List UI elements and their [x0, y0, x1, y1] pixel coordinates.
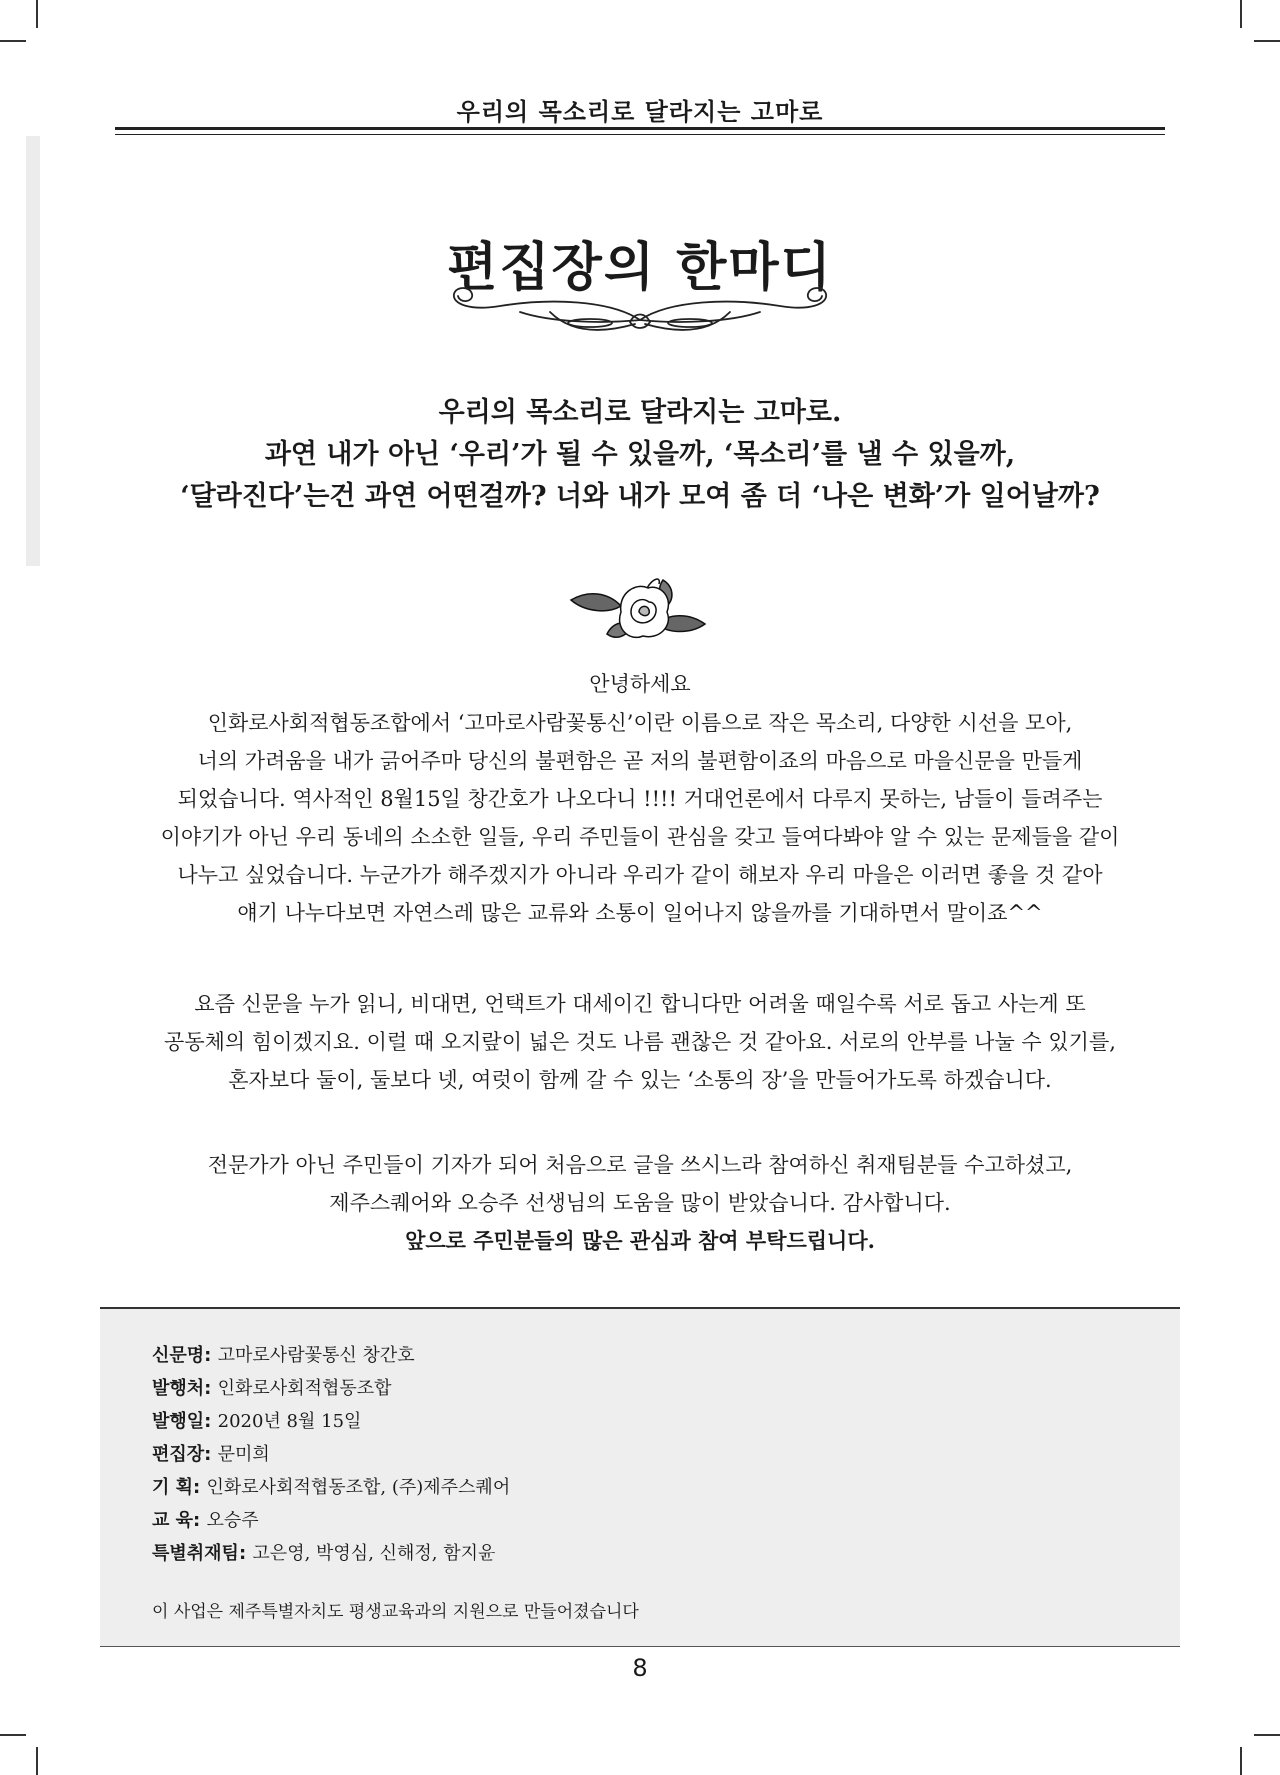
crop-mark-top-left-v	[36, 0, 38, 28]
info-row-publisher: 발행처: 인화로사회적협동조합	[152, 1378, 392, 1399]
body-line: 나누고 싶었습니다. 누군가가 해주겠지가 아니라 우리가 같이 해보자 우리 마을은 이러면 좋을 것 같아	[177, 863, 1103, 887]
crop-mark-top-right-h	[1254, 40, 1280, 42]
running-head: 우리의 목소리로 달라지는 고마로	[456, 98, 824, 126]
intro-block	[100, 392, 1180, 518]
crop-mark-bottom-right-v	[1240, 1747, 1242, 1775]
info-value: 고은영, 박영심, 신해정, 함지윤	[252, 1543, 496, 1564]
info-label: 교 육	[152, 1510, 194, 1531]
body-line: 혼자보다 둘이, 둘보다 넷, 여럿이 함께 갈 수 있는 ‘소통의 장’을 만들어가도록 하겠습니다.	[228, 1068, 1052, 1092]
info-row-newspaper: 신문명: 고마로사람꽃통신 창간호	[152, 1345, 415, 1366]
info-label: 발행처	[152, 1378, 205, 1399]
info-label: 발행일	[152, 1411, 205, 1432]
body-line: 얘기 나누다보면 자연스레 많은 교류와 소통이 일어나지 않을까를 기대하면서 말이죠^^	[237, 901, 1043, 925]
publication-info-list	[152, 1339, 510, 1570]
crop-mark-top-left-h	[0, 40, 26, 42]
rose-icon	[563, 572, 713, 652]
body-line: 요즘 신문을 누가 읽니, 비대면, 언택트가 대세이긴 합니다만 어려울 때일수록 서로 돕고 사는게 또	[194, 992, 1086, 1016]
info-label: 기 획	[152, 1477, 194, 1498]
intro-line: 우리의 목소리로 달라지는 고마로.	[438, 397, 842, 428]
paragraph-1	[110, 704, 1170, 932]
info-row-reporters: 특별취재팀: 고은영, 박영심, 신해정, 함지윤	[152, 1543, 496, 1564]
info-row-editor: 편집장: 문미희	[152, 1444, 270, 1465]
body-line: 인화로사회적협동조합에서 ‘고마로사람꽃통신’이란 이름으로 작은 목소리, 다양한 시선을 모아,	[207, 711, 1073, 735]
header-rule-thin	[115, 134, 1165, 135]
info-value: 2020년 8월 15일	[217, 1411, 362, 1432]
body-line: 공동체의 힘이겠지요. 이럴 때 오지랖이 넓은 것도 나름 괜찮은 것 같아요. 서로의 안부를 나눌 수 있기를,	[164, 1030, 1116, 1054]
publication-info-box	[100, 1307, 1180, 1647]
body-line: 너의 가려움을 내가 긁어주마 당신의 불편함은 곧 저의 불편함이죠의 마음으로 마을신문을 만들게	[197, 749, 1083, 773]
header-rule-thick	[115, 127, 1165, 130]
paragraph-2	[110, 985, 1170, 1099]
greeting: 안녕하세요	[589, 672, 691, 696]
page-side-tab	[26, 136, 40, 566]
info-value: 인화로사회적협동조합	[217, 1378, 392, 1399]
info-value: 오승주	[206, 1510, 259, 1531]
closing-line: 앞으로 주민분들의 많은 관심과 참여 부탁드립니다.	[405, 1228, 875, 1253]
page-number: 8	[632, 1654, 648, 1682]
info-value: 인화로사회적협동조합, (주)제주스퀘어	[206, 1477, 511, 1498]
crop-mark-bottom-left-h	[0, 1734, 26, 1736]
intro-line: 과연 내가 아닌 ‘우리’가 될 수 있을까, ‘목소리’를 낼 수 있을까,	[264, 439, 1016, 470]
page-title: 편집장의 한마디	[447, 237, 833, 298]
body-line: 되었습니다. 역사적인 8월15일 창간호가 나오다니 !!!! 거대언론에서 다루지 못하는, 남들이 들려주는	[177, 787, 1103, 811]
crop-mark-bottom-right-h	[1254, 1734, 1280, 1736]
info-row-date: 발행일: 2020년 8월 15일	[152, 1411, 362, 1432]
info-value: 고마로사람꽃통신 창간호	[217, 1345, 415, 1366]
info-label: 신문명	[152, 1345, 205, 1366]
intro-line: ‘달라진다’는건 과연 어떤걸까? 너와 내가 모여 좀 더 ‘나은 변화’가 일어날까?	[180, 481, 1100, 512]
info-label: 특별취재팀	[152, 1543, 239, 1564]
info-row-education: 교 육: 오승주	[152, 1510, 259, 1531]
info-label: 편집장	[152, 1444, 205, 1465]
body-line: 제주스퀘어와 오승주 선생님의 도움을 많이 받았습니다. 감사합니다.	[329, 1191, 951, 1215]
body-line: 이야기가 아닌 우리 동네의 소소한 일들, 우리 주민들이 관심을 갖고 들여다봐야 알 수 있는 문제들을 같이	[160, 825, 1120, 849]
body-line: 전문가가 아닌 주민들이 기자가 되어 처음으로 글을 쓰시느라 참여하신 취재팀분들 수고하셨고,	[207, 1153, 1073, 1177]
info-value: 문미희	[217, 1444, 270, 1465]
funding-note: 이 사업은 제주특별자치도 평생교육과의 지원으로 만들어졌습니다	[152, 1602, 639, 1622]
crop-mark-bottom-left-v	[36, 1747, 38, 1775]
paragraph-3	[110, 1146, 1170, 1260]
scroll-flourish-icon	[430, 282, 850, 342]
info-row-planning: 기 획: 인화로사회적협동조합, (주)제주스퀘어	[152, 1477, 511, 1498]
crop-mark-top-right-v	[1240, 0, 1242, 28]
